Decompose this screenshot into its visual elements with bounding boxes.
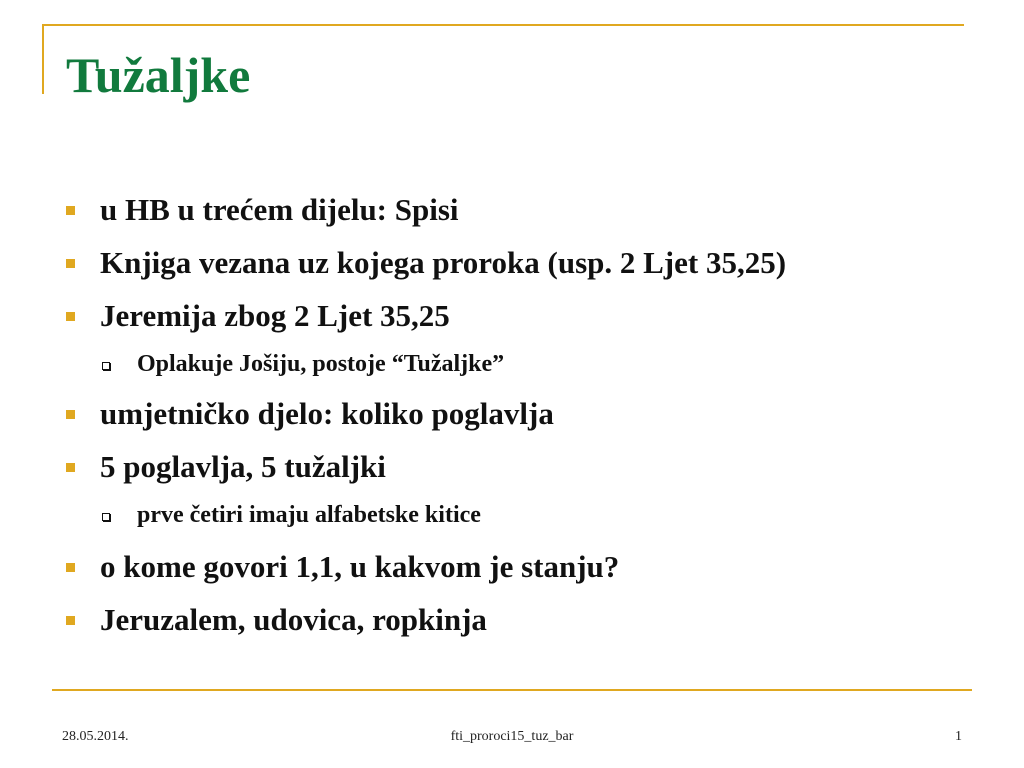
slide-title: Tužaljke [66,47,251,103]
footer-filename: fti_proroci15_tuz_bar [450,729,574,744]
list-item: u HB u trećem dijelu: Spisi [100,192,459,227]
list-subitem: prve četiri imaju alfabetske kitice [137,502,481,528]
hollow-square-bullet-icon [102,513,110,521]
list-item: o kome govori 1,1, u kakvom je stanju? [100,549,620,584]
list-item: Knjiga vezana uz kojega proroka (usp. 2 Ljet 35,25) [100,245,787,280]
list-item: Jeremija zbog 2 Ljet 35,25 [100,298,450,333]
hollow-square-bullet-icon [102,362,110,370]
list-item: Jeruzalem, udovica, ropkinja [100,602,487,637]
square-bullet-icon [66,616,75,625]
square-bullet-icon [66,463,75,472]
square-bullet-icon [66,563,75,572]
square-bullet-icon [66,312,75,321]
square-bullet-icon [66,259,75,268]
square-bullet-icon [66,206,75,215]
footer-date: 28.05.2014. [62,729,129,744]
list-subitem: Oplakuje Jošiju, postoje “Tužaljke” [137,351,505,377]
list-item: 5 poglavlja, 5 tužaljki [100,449,386,484]
square-bullet-icon [66,410,75,419]
bottom-rule [52,689,972,691]
list-item: umjetničko djelo: koliko poglavlja [100,396,554,431]
page-number: 1 [955,729,962,744]
